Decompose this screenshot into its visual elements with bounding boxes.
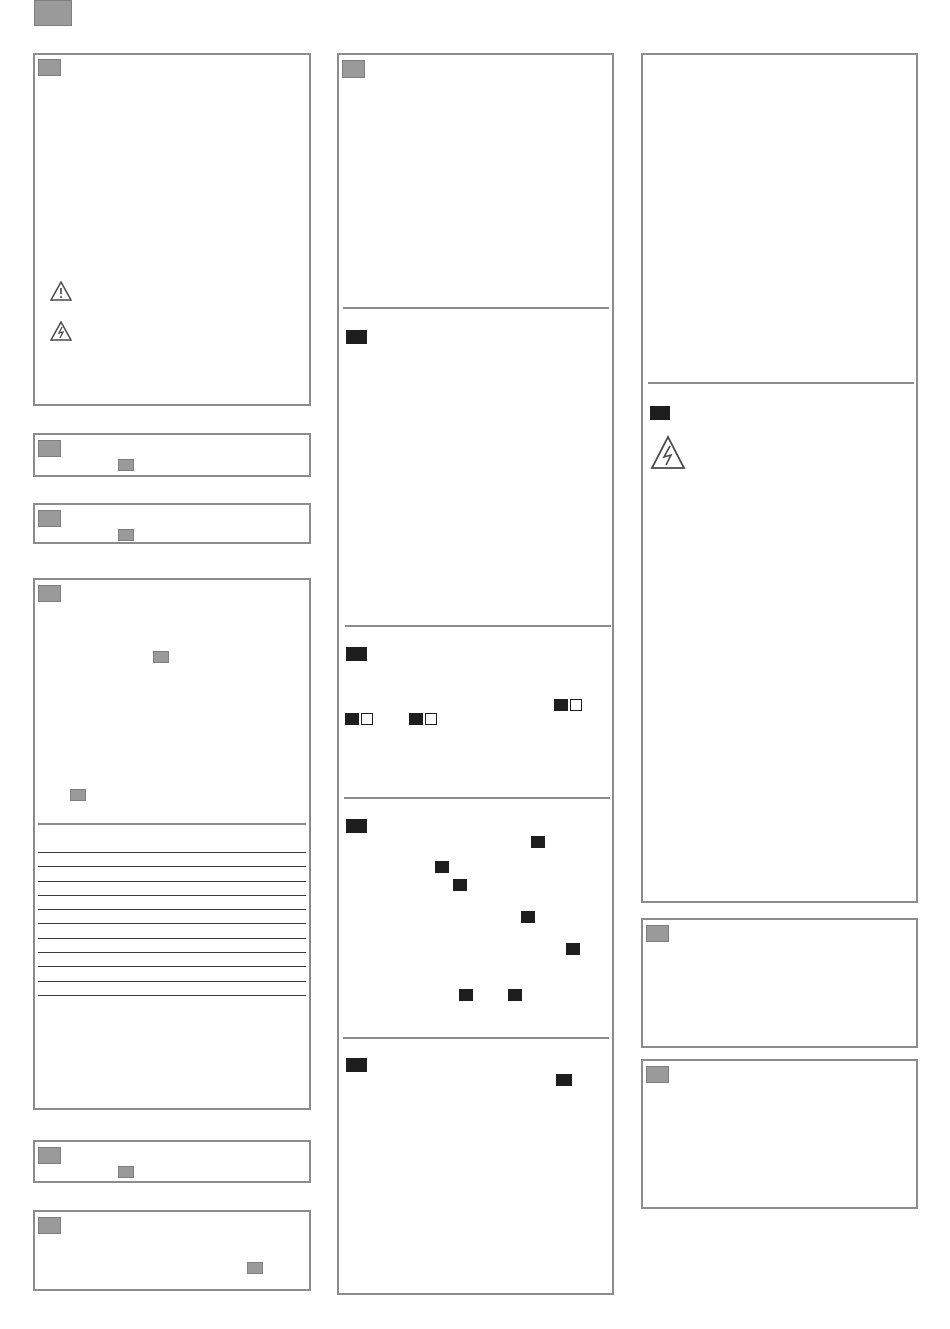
- section-badge: [38, 1217, 61, 1234]
- divider: [343, 1037, 609, 1039]
- step-badge: [346, 647, 367, 661]
- figure-badge: [409, 713, 423, 725]
- table-rule: [38, 923, 306, 924]
- figure-reference-badge: [247, 1262, 263, 1274]
- table-rule: [38, 823, 306, 825]
- figure-sub-badge: [425, 713, 437, 725]
- divider: [344, 797, 610, 799]
- section-badge: [646, 1066, 669, 1083]
- figure-sub-badge: [570, 699, 582, 711]
- step-badge: [346, 1058, 367, 1072]
- section-badge: [38, 510, 61, 527]
- step-badge: [346, 330, 367, 344]
- figure-badge: [566, 943, 580, 955]
- section-badge: [342, 60, 365, 78]
- figure-badge: [453, 879, 467, 891]
- figure-reference-badge: [118, 1166, 134, 1178]
- figure-badge: [554, 699, 568, 711]
- spec-table: [38, 823, 306, 1003]
- table-rule: [38, 881, 306, 882]
- figure-badge: [508, 989, 522, 1001]
- table-rule: [38, 981, 306, 982]
- figure-reference-badge: [118, 529, 134, 541]
- header-language-badge: [34, 0, 72, 26]
- section-disposal: [641, 1059, 918, 1209]
- figure-reference-badge: [70, 789, 86, 801]
- figure-reference-badge: [153, 651, 169, 663]
- step-badge: [346, 819, 367, 833]
- section-reference-c: [33, 1140, 311, 1183]
- section-reference-b: [33, 503, 311, 544]
- table-rule: [38, 909, 306, 910]
- section-reference-d: [33, 1210, 311, 1291]
- table-rule: [38, 895, 306, 896]
- figure-badge: [435, 861, 449, 873]
- section-reference-a: [33, 433, 311, 477]
- table-rule: [38, 966, 306, 967]
- table-rule: [38, 995, 306, 996]
- section-installation: [337, 53, 614, 1295]
- figure-badge: [531, 836, 545, 848]
- section-operation: [641, 53, 918, 903]
- electric-hazard-icon: [50, 321, 72, 341]
- section-badge: [38, 585, 61, 602]
- section-badge: [38, 1147, 61, 1164]
- figure-badge: [345, 713, 359, 725]
- figure-badge: [556, 1074, 572, 1086]
- divider: [343, 307, 609, 309]
- figure-badge: [459, 989, 473, 1001]
- divider: [345, 625, 611, 627]
- electric-hazard-icon: [650, 435, 686, 471]
- step-badge: [650, 406, 670, 420]
- section-specifications: [33, 578, 311, 1110]
- table-rule: [38, 938, 306, 939]
- figure-reference-badge: [118, 459, 134, 471]
- table-rule: [38, 852, 306, 853]
- figure-badge: [521, 911, 535, 923]
- section-badge: [38, 440, 61, 457]
- section-general-info: [33, 53, 311, 406]
- section-badge: [38, 59, 61, 76]
- table-rule: [38, 952, 306, 953]
- warning-triangle-icon: [50, 281, 72, 301]
- section-maintenance: [641, 918, 918, 1048]
- figure-sub-badge: [361, 713, 373, 725]
- section-badge: [646, 925, 669, 942]
- table-rule: [38, 866, 306, 867]
- divider: [648, 382, 914, 384]
